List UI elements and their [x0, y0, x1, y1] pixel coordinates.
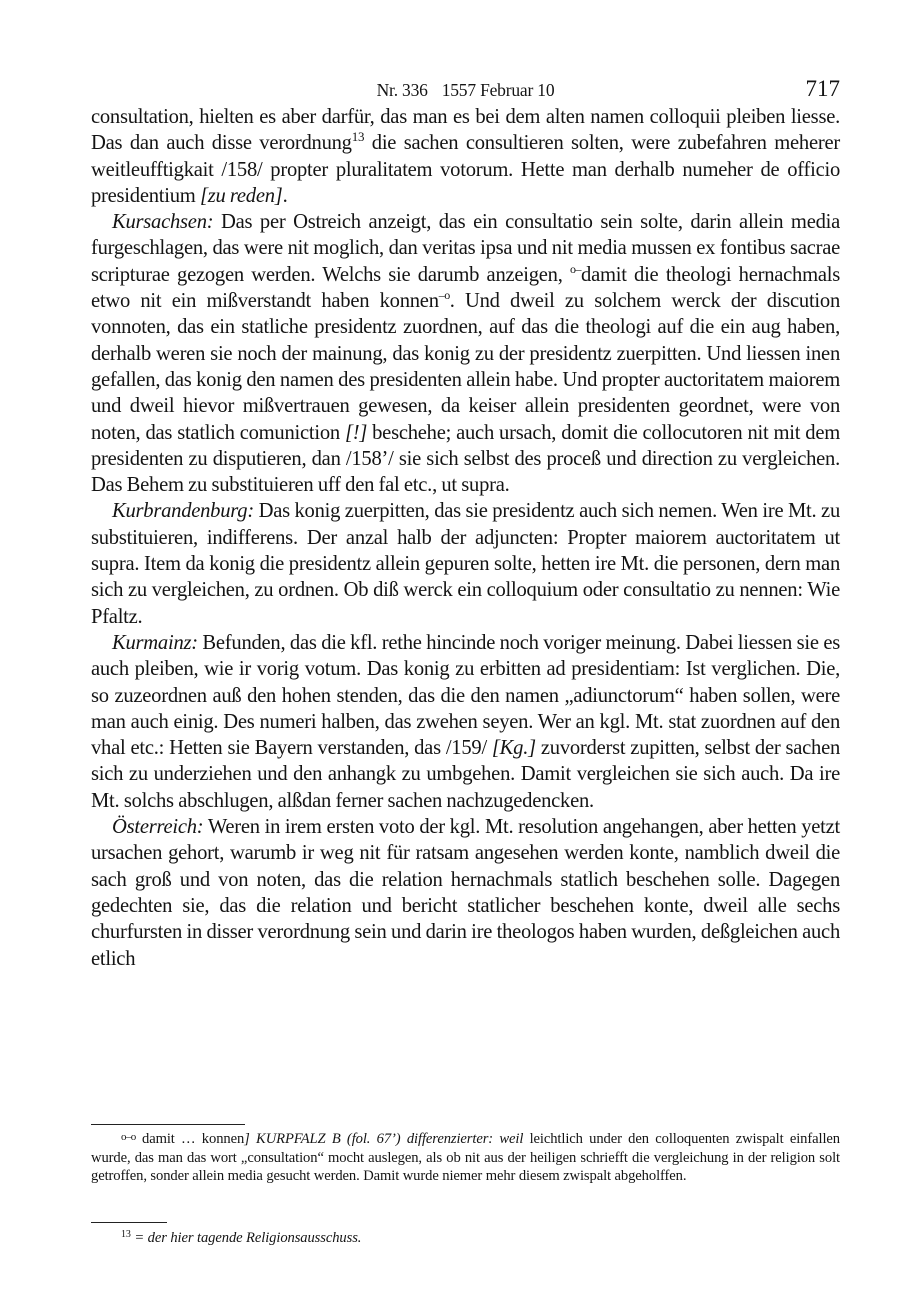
- lemma-bracket: ]: [244, 1131, 250, 1147]
- page-number: 717: [805, 76, 840, 101]
- footnote-marker: 13: [121, 1229, 131, 1240]
- speaker-label: Kursachsen:: [112, 211, 214, 234]
- footnote-separator-variants: [91, 1124, 245, 1125]
- footnote-separator-notes: [91, 1222, 167, 1223]
- paragraph-kursachsen: [91, 209, 840, 498]
- paragraph-continuation: [91, 104, 840, 209]
- footnote-marker: o–o: [121, 1131, 136, 1143]
- paragraph-kurbrandenburg: [91, 498, 840, 629]
- footnote-13: [91, 1229, 840, 1248]
- text-run: . Und dweil zu solchem werck der discution vonnoten, das ein statliche presidentz zuordnen, auf das die theologi auf die ein aug haben, derhalb weren sie noch der mainung, das konig zu der presidentz zuerpitten. Und liessen inen gefallen, das konig den namen des presidenten allein habe. Und propter auctoritatem maiorem und dweil hievor mißvertrauen gewesen, da keiser allein presidenten geordnet, were von noten, das statlich comuniction: [91, 290, 840, 444]
- editorial-insertion: [!]: [344, 421, 368, 444]
- footnote-text: leichtlich under den colloquenten zwispalt einfallen wurde, das man das wort „consultation“ mocht auslegen, als ob nit aus der heiligen schriefft die vergleichung in der religion solt getroffen, sonder allein media gesucht werden. Damit wurde niemer mehr diesem zwispalt abgeholffen.: [91, 1131, 840, 1185]
- main-text: [91, 104, 840, 972]
- editorial-insertion: [zu reden]: [199, 184, 283, 207]
- editorial-insertion: [Kg.]: [491, 737, 536, 760]
- text-run: .: [282, 184, 288, 207]
- running-head: [91, 80, 840, 101]
- text-run: beschehe; auch ursach, domit die collocutoren nit mit dem presidenten zu disputieren, dan /158’/ sie sich selbst des proceß und direction zu vergleichen. Das Behem zu substituieren uff den fal etc., ut supra.: [91, 421, 840, 497]
- paragraph-kurmainz: [91, 630, 840, 814]
- speaker-label: Kurbrandenburg:: [112, 500, 254, 523]
- text-run: damit die theologi hernachmals etwo nit ein mißverstandt haben konnen: [91, 263, 841, 313]
- text-run: Das per Ostreich anzeigt, das ein consultatio sein solte, darin allein media furgeschlagen, das were nit moglich, dan veritas ipsa und nit media mussen ex fontibus sacrae scripturae gezogen werden. Welchs sie darumb anzeigen,: [91, 211, 840, 286]
- text-run: consultation, hielten es aber darfür, das man es bei dem alten namen colloquii pleiben liesse. Das dan auch disse verordnung: [91, 106, 840, 155]
- footnote-variant-o: [91, 1128, 840, 1186]
- document-number: Nr. 336: [376, 80, 428, 100]
- variant-marker-close: –o: [438, 288, 450, 303]
- text-run: Weren in irem ersten voto der kgl. Mt. resolution angehangen, aber hetten yetzt ursachen gehort, warumb ir weg nit für ratsam angesehen werden konte, namblich dweil die sach groß und von noten, das die relation hernachmals statlich beschehen solle. Dagegen gedechten sie, das die relation und bericht statlicher beschehen konte, dweil alle sechs churfursten in disser verordnung sein und darin ire theologos haben wurden, deßgleichen auch etlich: [91, 816, 840, 970]
- footnote-lemma: damit … konnen: [135, 1131, 245, 1147]
- text-run: Das konig zuerpitten, das sie presidentz auch sich nemen. Wen ire Mt. zu substituieren, indifferens. Der anzal halb der adjuncten: Propter maiorem auctoritatem ut supra. Item da konig die presidentz allein gepuren solte, hetten ire Mt. die personen, dern man sich zu vergleichen, zu ordnen. Ob diß werck ein colloquium oder consultatio zu nennen: Wie Pfaltz.: [91, 500, 840, 628]
- text-run: Befunden, das die kfl. rethe hincinde noch voriger meinung. Dabei liessen sie es auch pleiben, wie ir vorig votum. Das konig zu erbitten ad presidentiam: Ist verglichen. Die, so zuzeordnen auß den hohen stenden, das die den namen „adiunctorum“ haben sollen, were man auch einig. Des numeri halben, das zwehen seyen. Wer an kgl. Mt. stat zuordnen auf den vhal etc.: Hetten sie Bayern verstanden, das /159/: [91, 631, 840, 760]
- footnote-source: KURPFALZ B (fol. 67’) differenzierter: weil: [249, 1131, 524, 1147]
- paragraph-oesterreich: [91, 814, 840, 972]
- text-run: zuvorderst zupitten, selbst der sachen sich zu underziehen und den anhangk zu umbgehen. Damit vergleichen sie sich auch. Da ire Mt. solchs abschlugen, alßdan ferner sachen nachzugedencken.: [91, 737, 841, 812]
- text-run: die sachen consultieren solten, were zubefahren meherer weitleufftigkait /158/ propter pluralitatem votorum. Hette man derhalb numeher de officio presidentium: [91, 132, 840, 207]
- speaker-label: Österreich:: [112, 816, 204, 839]
- document-date: 1557 Februar 10: [441, 80, 555, 100]
- footnote-ref-13: 13: [351, 129, 365, 145]
- speaker-label: Kurmainz:: [112, 631, 198, 654]
- footnote-text: = der hier tagende Religionsausschuss.: [130, 1230, 362, 1246]
- variant-marker-open: o–: [570, 261, 582, 276]
